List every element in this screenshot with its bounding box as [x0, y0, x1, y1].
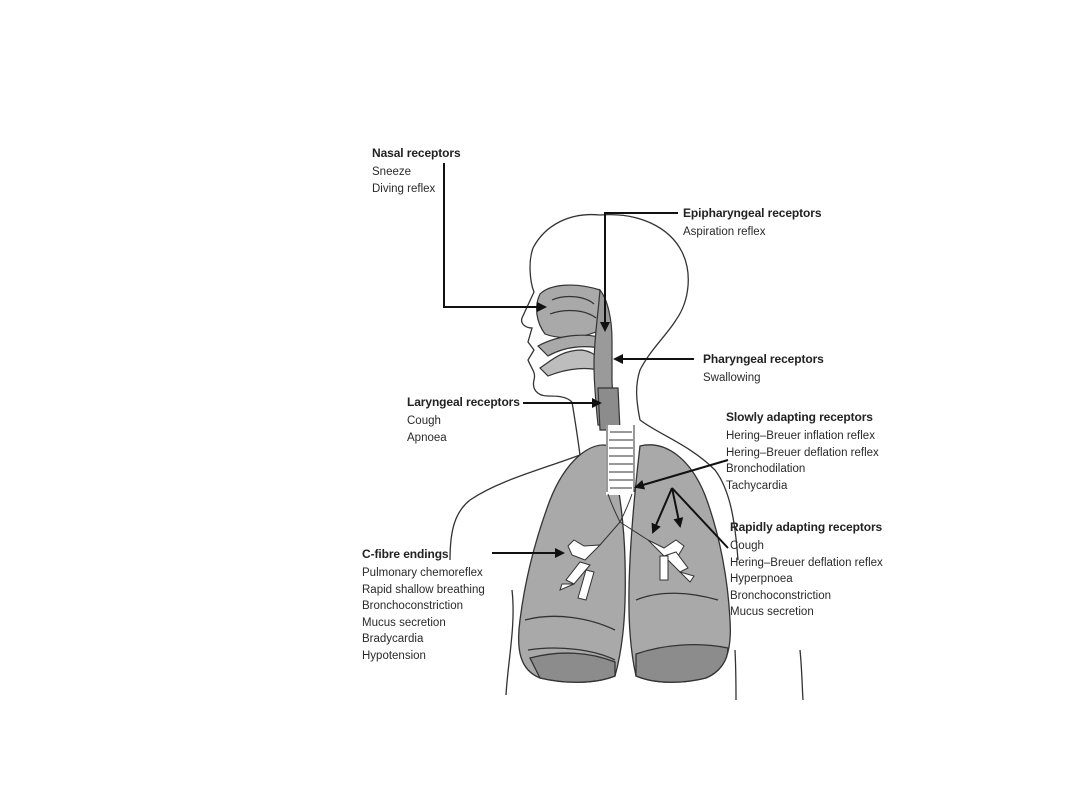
- list-item: Hering–Breuer deflation reflex: [730, 556, 883, 569]
- slowly-adapting-receptors-list: [726, 428, 879, 494]
- right-arm-edge-line: [800, 650, 803, 700]
- list-item: Mucus secretion: [362, 616, 446, 629]
- left-arm-line: [506, 590, 513, 695]
- rapidly-adapting-receptors-list: [730, 538, 883, 621]
- list-item: Bronchoconstriction: [362, 600, 463, 612]
- list-item: Cough: [730, 540, 764, 552]
- list-item: Apnoea: [407, 431, 447, 444]
- list-item: Bronchodilation: [726, 463, 806, 475]
- epipharyngeal-receptors-label: [683, 206, 821, 241]
- laryngeal-receptors-label: [407, 395, 520, 446]
- epipharyngeal-receptors-title: Epipharyngeal receptors: [683, 206, 822, 220]
- list-item: Rapid shallow breathing: [362, 583, 485, 596]
- list-item: Pulmonary chemoreflex: [362, 567, 483, 579]
- list-item: Bradycardia: [362, 633, 424, 645]
- epipharyngeal-receptors-list: [683, 224, 821, 241]
- list-item: Tachycardia: [726, 479, 788, 492]
- list-item: Hypotension: [362, 649, 426, 662]
- laryngeal-receptors-title: Laryngeal receptors: [407, 395, 520, 409]
- pharyngeal-receptors-label: [703, 352, 824, 387]
- rapidly-adapting-receptors-title: Rapidly adapting receptors: [730, 520, 883, 534]
- list-item: Hering–Breuer deflation reflex: [726, 446, 879, 459]
- neck-front-outline: [572, 402, 580, 455]
- list-item: Sneeze: [372, 166, 412, 178]
- slowly-adapting-receptors-title: Slowly adapting receptors: [726, 410, 873, 424]
- list-item: Mucus secretion: [730, 606, 814, 618]
- pharyngeal-receptors-list: [703, 370, 824, 387]
- laryngeal-receptors-list: [407, 413, 520, 446]
- slowly-adapting-receptors-label: [726, 410, 879, 494]
- rapidly-adapting-receptors-label: [730, 520, 883, 621]
- list-item: Hyperpnoea: [730, 573, 793, 585]
- c-fibre-endings-label: [362, 547, 485, 664]
- pharyngeal-receptors-title: Pharyngeal receptors: [703, 352, 824, 366]
- list-item: Hering–Breuer inflation reflex: [726, 430, 875, 442]
- c-fibre-endings-list: [362, 565, 485, 664]
- nasal-receptors-list: [372, 164, 461, 197]
- list-item: Cough: [407, 415, 441, 427]
- list-item: Swallowing: [703, 372, 761, 384]
- nasal-cavity: [537, 285, 604, 337]
- right-arm-line: [735, 650, 736, 700]
- nasal-receptors-title: Nasal receptors: [372, 146, 461, 160]
- list-item: Aspiration reflex: [683, 226, 766, 238]
- list-item: Diving reflex: [372, 182, 436, 195]
- c-fibre-endings-title: C-fibre endings: [362, 547, 449, 561]
- nasal-receptors-label: [372, 146, 461, 197]
- list-item: Bronchoconstriction: [730, 589, 831, 602]
- epipharyngeal-arrow: [605, 213, 678, 330]
